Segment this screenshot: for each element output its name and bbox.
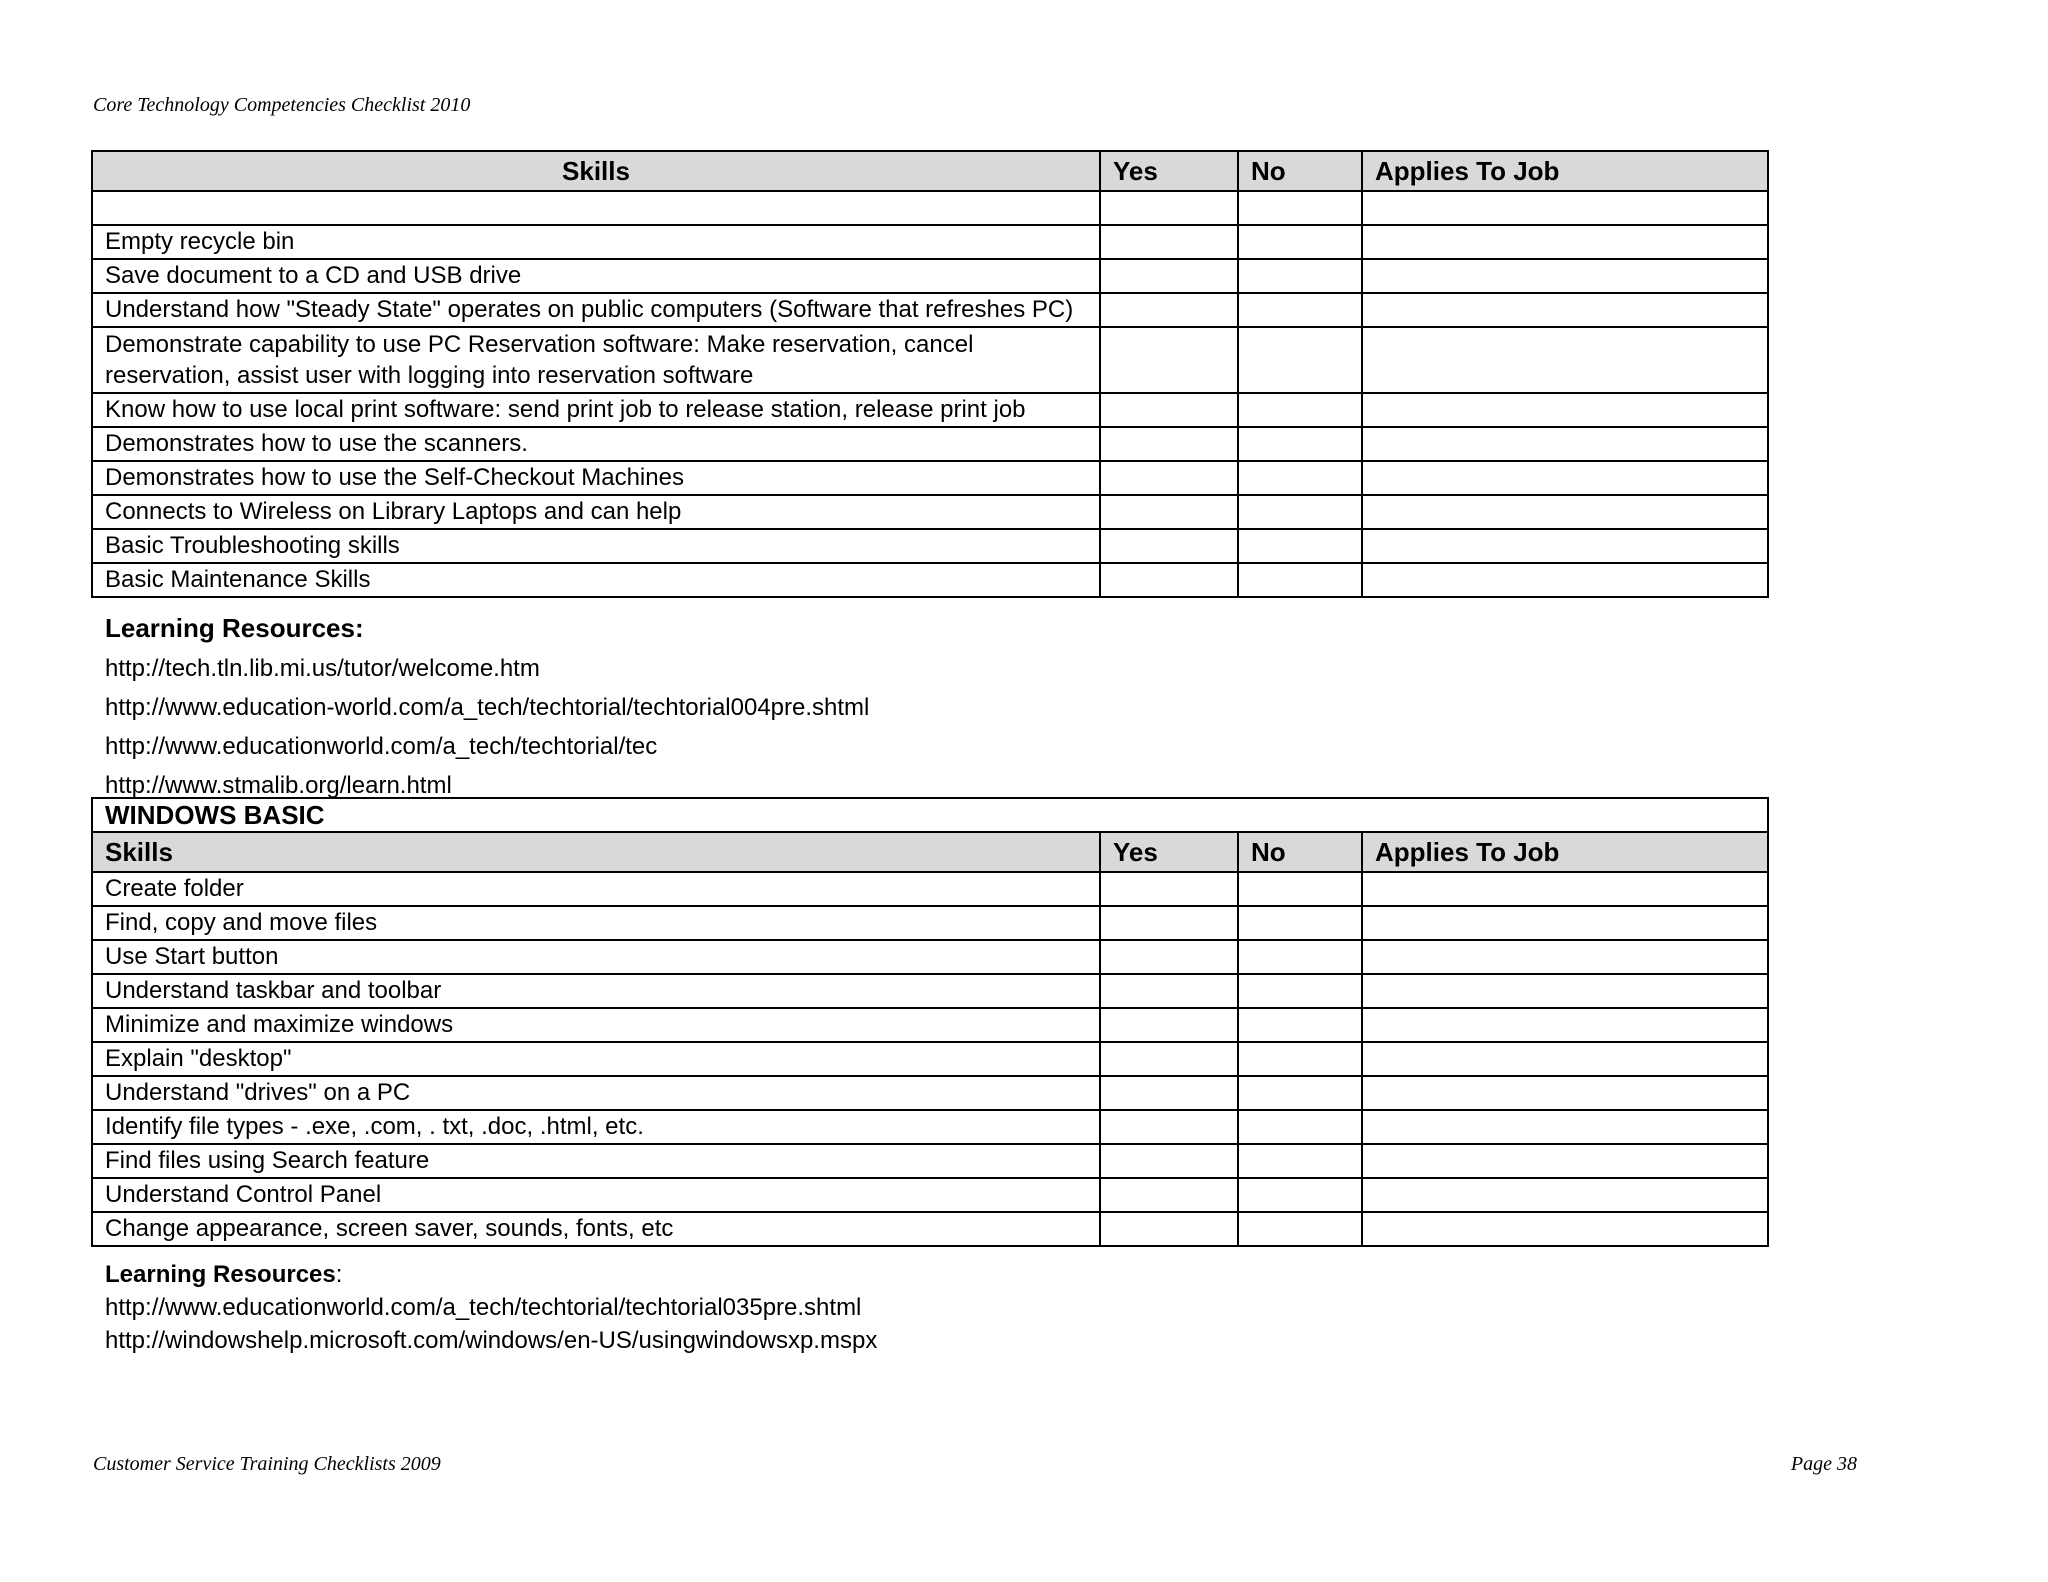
learning-resources-1 bbox=[105, 607, 869, 805]
yes-cell[interactable] bbox=[1100, 906, 1238, 940]
applies-cell[interactable] bbox=[1362, 1110, 1768, 1144]
table-row bbox=[92, 1042, 1768, 1076]
learning-resources-title-line bbox=[105, 1258, 877, 1291]
column-header-no: No bbox=[1238, 832, 1362, 872]
yes-cell[interactable] bbox=[1100, 1042, 1238, 1076]
yes-cell[interactable] bbox=[1100, 327, 1238, 393]
table-row bbox=[92, 529, 1768, 563]
column-header-applies-to-job: Applies To Job bbox=[1362, 151, 1768, 191]
table-row bbox=[92, 974, 1768, 1008]
no-cell[interactable] bbox=[1238, 293, 1362, 327]
applies-cell[interactable] bbox=[1362, 872, 1768, 906]
resource-link[interactable]: http://windowshelp.microsoft.com/windows/en-US/usingwindowsxp.mspx bbox=[105, 1327, 878, 1354]
table-row bbox=[92, 940, 1768, 974]
skills-table-windows-basic bbox=[91, 797, 1769, 1247]
applies-cell[interactable] bbox=[1362, 1008, 1768, 1042]
table-row bbox=[92, 461, 1768, 495]
no-cell[interactable] bbox=[1238, 872, 1362, 906]
skills-table-1 bbox=[91, 150, 1769, 598]
yes-cell[interactable] bbox=[1100, 872, 1238, 906]
applies-cell[interactable] bbox=[1362, 1076, 1768, 1110]
skill-cell: Identify file types - .exe, .com, . txt, .doc, .html, etc. bbox=[92, 1110, 1100, 1144]
section-title: WINDOWS BASIC bbox=[92, 798, 1768, 832]
applies-cell[interactable] bbox=[1362, 1178, 1768, 1212]
skill-cell: Create folder bbox=[92, 872, 1100, 906]
no-cell[interactable] bbox=[1238, 906, 1362, 940]
yes-cell[interactable] bbox=[1100, 1178, 1238, 1212]
table-row bbox=[92, 906, 1768, 940]
table-row bbox=[92, 1144, 1768, 1178]
column-header-skills: Skills bbox=[92, 151, 1100, 191]
no-cell[interactable] bbox=[1238, 461, 1362, 495]
table-row bbox=[92, 225, 1768, 259]
skill-cell: Find files using Search feature bbox=[92, 1144, 1100, 1178]
skill-cell: Empty recycle bin bbox=[92, 225, 1100, 259]
no-cell[interactable] bbox=[1238, 225, 1362, 259]
column-header-skills: Skills bbox=[92, 832, 1100, 872]
yes-cell[interactable] bbox=[1100, 225, 1238, 259]
no-cell[interactable] bbox=[1238, 1110, 1362, 1144]
table-row bbox=[92, 259, 1768, 293]
column-header-yes: Yes bbox=[1100, 832, 1238, 872]
yes-cell[interactable] bbox=[1100, 293, 1238, 327]
skill-cell: Understand "drives" on a PC bbox=[92, 1076, 1100, 1110]
applies-cell[interactable] bbox=[1362, 940, 1768, 974]
table-row bbox=[92, 1008, 1768, 1042]
no-cell[interactable] bbox=[1238, 1008, 1362, 1042]
applies-cell[interactable] bbox=[1362, 327, 1768, 393]
yes-cell[interactable] bbox=[1100, 495, 1238, 529]
table-row bbox=[92, 563, 1768, 597]
applies-cell[interactable] bbox=[1362, 1042, 1768, 1076]
applies-cell[interactable] bbox=[1362, 461, 1768, 495]
applies-cell[interactable] bbox=[1362, 563, 1768, 597]
no-cell[interactable] bbox=[1238, 1076, 1362, 1110]
skill-cell: Basic Troubleshooting skills bbox=[92, 529, 1100, 563]
column-header-applies-to-job: Applies To Job bbox=[1362, 832, 1768, 872]
skill-cell: Demonstrates how to use the scanners. bbox=[92, 427, 1100, 461]
no-cell[interactable] bbox=[1238, 974, 1362, 1008]
yes-cell[interactable] bbox=[1100, 259, 1238, 293]
skill-cell: Save document to a CD and USB drive bbox=[92, 259, 1100, 293]
table-row bbox=[92, 1212, 1768, 1246]
skill-cell: Understand Control Panel bbox=[92, 1178, 1100, 1212]
table-row bbox=[92, 872, 1768, 906]
yes-cell[interactable] bbox=[1100, 1144, 1238, 1178]
yes-cell[interactable] bbox=[1100, 461, 1238, 495]
skill-cell: Find, copy and move files bbox=[92, 906, 1100, 940]
no-cell[interactable] bbox=[1238, 259, 1362, 293]
no-cell[interactable] bbox=[1238, 563, 1362, 597]
applies-cell[interactable] bbox=[1362, 225, 1768, 259]
page-footer-left: Customer Service Training Checklists 2009 bbox=[93, 1453, 441, 1475]
resource-link[interactable]: http://tech.tln.lib.mi.us/tutor/welcome.htm bbox=[105, 655, 540, 682]
skill-cell: Minimize and maximize windows bbox=[92, 1008, 1100, 1042]
table-row bbox=[92, 495, 1768, 529]
table-row bbox=[92, 191, 1768, 225]
yes-cell[interactable] bbox=[1100, 940, 1238, 974]
skill-cell: Understand how "Steady State" operates on public computers (Software that refreshes PC) bbox=[92, 293, 1100, 327]
table-row bbox=[92, 1178, 1768, 1212]
no-cell[interactable] bbox=[1238, 427, 1362, 461]
table-row bbox=[92, 1076, 1768, 1110]
yes-cell[interactable] bbox=[1100, 974, 1238, 1008]
table-row bbox=[92, 1110, 1768, 1144]
applies-cell[interactable] bbox=[1362, 1212, 1768, 1246]
applies-cell[interactable] bbox=[1362, 259, 1768, 293]
page-number: Page 38 bbox=[1790, 1453, 1857, 1475]
resource-link[interactable]: http://www.education-world.com/a_tech/techtorial/techtorial004pre.shtml bbox=[105, 694, 870, 721]
resource-link[interactable]: http://www.educationworld.com/a_tech/techtorial/tec bbox=[105, 733, 658, 760]
skill-cell bbox=[92, 191, 1100, 225]
no-cell[interactable] bbox=[1238, 1144, 1362, 1178]
no-cell[interactable] bbox=[1238, 1178, 1362, 1212]
yes-cell[interactable] bbox=[1100, 393, 1238, 427]
skill-cell: Basic Maintenance Skills bbox=[92, 563, 1100, 597]
yes-cell[interactable] bbox=[1100, 1008, 1238, 1042]
table-row bbox=[92, 427, 1768, 461]
yes-cell[interactable] bbox=[1100, 1076, 1238, 1110]
yes-cell[interactable] bbox=[1100, 1212, 1238, 1246]
table-header-row bbox=[92, 832, 1768, 872]
applies-cell[interactable] bbox=[1362, 191, 1768, 225]
table-header-row bbox=[92, 151, 1768, 191]
yes-cell[interactable] bbox=[1100, 1110, 1238, 1144]
skill-cell: Explain "desktop" bbox=[92, 1042, 1100, 1076]
skill-cell: Understand taskbar and toolbar bbox=[92, 974, 1100, 1008]
yes-cell[interactable] bbox=[1100, 191, 1238, 225]
applies-cell[interactable] bbox=[1362, 906, 1768, 940]
no-cell[interactable] bbox=[1238, 1212, 1362, 1246]
table-row bbox=[92, 393, 1768, 427]
learning-resources-title-colon: : bbox=[335, 1261, 343, 1288]
applies-cell[interactable] bbox=[1362, 974, 1768, 1008]
skill-cell: Use Start button bbox=[92, 940, 1100, 974]
table-row bbox=[92, 293, 1768, 327]
section-title-row bbox=[92, 798, 1768, 832]
yes-cell[interactable] bbox=[1100, 563, 1238, 597]
skill-cell: Demonstrates how to use the Self-Checkout Machines bbox=[92, 461, 1100, 495]
skill-cell: Change appearance, screen saver, sounds, fonts, etc bbox=[92, 1212, 1100, 1246]
skill-cell: Know how to use local print software: send print job to release station, release print job bbox=[92, 393, 1100, 427]
applies-cell[interactable] bbox=[1362, 529, 1768, 563]
applies-cell[interactable] bbox=[1362, 427, 1768, 461]
yes-cell[interactable] bbox=[1100, 529, 1238, 563]
applies-cell[interactable] bbox=[1362, 393, 1768, 427]
learning-resources-2 bbox=[105, 1258, 877, 1357]
learning-resources-title: Learning Resources: bbox=[105, 613, 364, 643]
no-cell[interactable] bbox=[1238, 529, 1362, 563]
applies-cell[interactable] bbox=[1362, 293, 1768, 327]
column-header-yes: Yes bbox=[1100, 151, 1238, 191]
column-header-no: No bbox=[1238, 151, 1362, 191]
no-cell[interactable] bbox=[1238, 327, 1362, 393]
no-cell[interactable] bbox=[1238, 495, 1362, 529]
resource-link[interactable]: http://www.stmalib.org/learn.html bbox=[105, 772, 452, 799]
no-cell[interactable] bbox=[1238, 940, 1362, 974]
table-row bbox=[92, 327, 1768, 393]
learning-resources-title: Learning Resources bbox=[105, 1261, 336, 1288]
yes-cell[interactable] bbox=[1100, 427, 1238, 461]
skill-cell: Connects to Wireless on Library Laptops and can help bbox=[92, 495, 1100, 529]
applies-cell[interactable] bbox=[1362, 495, 1768, 529]
skill-cell: Demonstrate capability to use PC Reservation software: Make reservation, cancel reservation, assist user with logging into reservation software bbox=[92, 327, 1100, 393]
resource-link[interactable]: http://www.educationworld.com/a_tech/techtorial/techtorial035pre.shtml bbox=[105, 1294, 862, 1321]
no-cell[interactable] bbox=[1238, 393, 1362, 427]
no-cell[interactable] bbox=[1238, 191, 1362, 225]
page-header: Core Technology Competencies Checklist 2010 bbox=[93, 94, 471, 116]
no-cell[interactable] bbox=[1238, 1042, 1362, 1076]
applies-cell[interactable] bbox=[1362, 1144, 1768, 1178]
